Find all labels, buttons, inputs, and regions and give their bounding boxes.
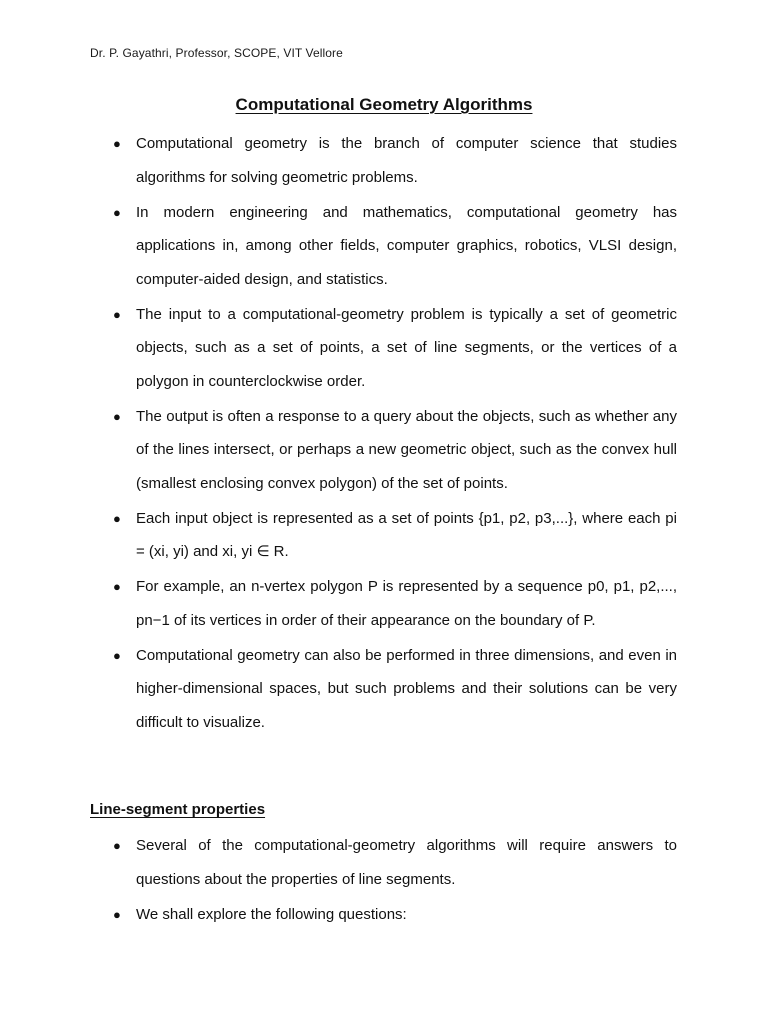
list-item-text: The output is often a response to a query about the objects, such as whether any of the lines intersect, or perhaps a new geometric object, such as the convex hull (smallest enclosing convex polygon) of the set of points. bbox=[136, 407, 677, 492]
list-item bbox=[0, 298, 677, 399]
bullet-icon: ● bbox=[113, 306, 121, 322]
section-heading: Line-segment properties bbox=[90, 801, 266, 818]
bullet-icon: ● bbox=[113, 136, 121, 151]
list-item-text: Several of the computational-geometry algorithms will require answers to questions about the properties of line segments. bbox=[136, 837, 677, 888]
list-item-text: Each input object is represented as a set of points {p1, p2, p3,...}, where each pi = (xi, yi) and xi, yi ∈ R. bbox=[136, 509, 677, 560]
list-item bbox=[0, 502, 677, 569]
intro-bullet-list bbox=[0, 127, 677, 741]
list-item bbox=[0, 898, 677, 932]
list-item-text: In modern engineering and mathematics, computational geometry has applications in, among other fields, computer graphics, robotics, VLSI design, computer-aided design, and statistics. bbox=[136, 203, 677, 288]
list-item bbox=[0, 400, 677, 501]
page-title: Computational Geometry Algorithms bbox=[235, 95, 533, 114]
bullet-icon: ● bbox=[113, 204, 121, 220]
bullet-icon: ● bbox=[113, 408, 121, 424]
list-item bbox=[0, 196, 677, 297]
section-bullet-list bbox=[0, 829, 677, 933]
list-item bbox=[0, 570, 677, 637]
author-header: Dr. P. Gayathri, Professor, SCOPE, VIT Vellore bbox=[90, 46, 343, 60]
bullet-icon: ● bbox=[113, 647, 121, 663]
list-item-text: The input to a computational-geometry problem is typically a set of geometric objects, such as a set of points, a set of line segments, or the vertices of a polygon in counterclockwise order. bbox=[136, 305, 677, 390]
bullet-icon: ● bbox=[113, 906, 121, 922]
list-item-text: Computational geometry is the branch of computer science that studies algorithms for solving geometric problems. bbox=[136, 135, 677, 186]
list-item bbox=[0, 127, 677, 194]
bullet-icon: ● bbox=[113, 579, 121, 594]
list-item-text: We shall explore the following questions: bbox=[136, 905, 407, 923]
list-item-text: Computational geometry can also be performed in three dimensions, and even in higher-dimensional spaces, but such problems and their solutions can be very difficult to visualize. bbox=[136, 646, 677, 731]
bullet-icon: ● bbox=[113, 838, 121, 853]
list-item-text: For example, an n-vertex polygon P is represented by a sequence p0, p1, p2,..., pn−1 of its vertices in order of their appearance on the boundary of P. bbox=[136, 578, 677, 629]
bullet-icon: ● bbox=[113, 510, 121, 526]
list-item bbox=[0, 829, 677, 896]
list-item bbox=[0, 639, 677, 740]
